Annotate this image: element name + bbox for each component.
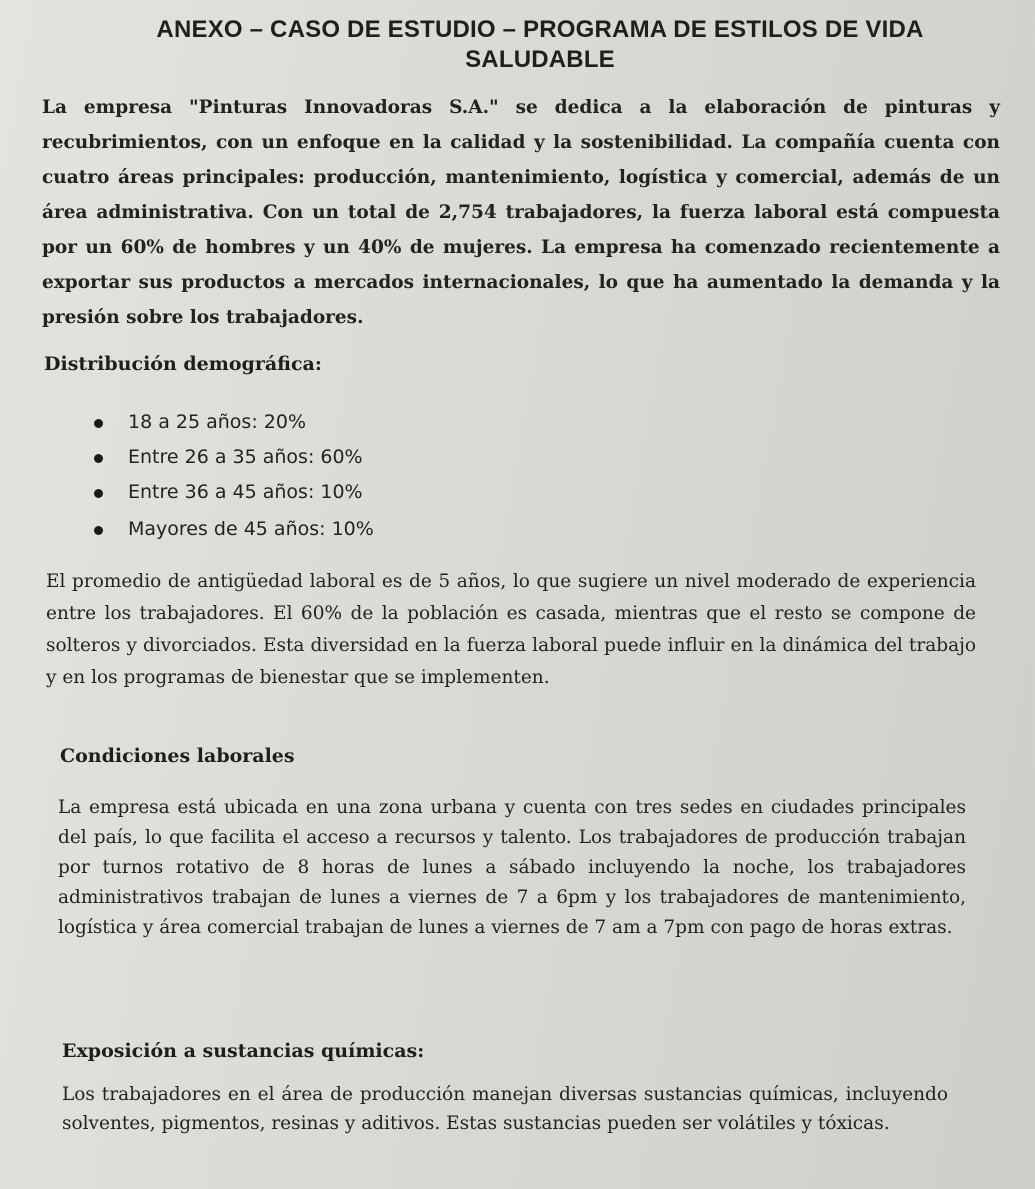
list-item-text: Entre 26 a 35 años: 60% [128,446,363,468]
list-item [90,512,374,547]
bullet-icon [94,489,103,498]
document-title-line2: SALUDABLE [465,46,615,73]
bullet-icon [94,419,103,428]
demographics-list [90,405,374,545]
list-item-text: Entre 36 a 45 años: 10% [128,481,363,503]
bullet-icon [94,526,103,535]
list-item-text: 18 a 25 años: 20% [128,411,306,433]
list-item [90,405,374,440]
list-item [90,475,374,510]
intro-paragraph: La empresa "Pinturas Innovadoras S.A." se dedica a la elaboración de pinturas y recubrimientos, con un enfoque en la calidad y la sostenibilidad. La compañía cuenta con cuatro áreas principales: producción, mantenimiento, logística y comercial, además de un área administrativa. Con un total de 2,754 trabajadores, la fuerza laboral está compuesta por un 60% de hombres y un 40% de mujeres. La empresa ha comenzado recientemente a exportar sus productos a mercados internacionales, lo que ha aumentado la demanda y la presión sobre los trabajadores. [42,97,1000,328]
chemicals-heading: Exposición a sustancias químicas: [62,1040,425,1062]
demographics-heading: Distribución demográfica: [44,353,322,375]
document-title-line1: ANEXO – CASO DE ESTUDIO – PROGRAMA DE ESTILOS DE VIDA [156,16,924,43]
conditions-heading: Condiciones laborales [60,745,295,767]
list-item-text: Mayores de 45 años: 10% [128,518,374,540]
list-item [90,440,374,475]
chemicals-paragraph: Los trabajadores en el área de producción manejan diversas sustancias químicas, incluyendo solventes, pigmentos, resinas y aditivos. Estas sustancias pueden ser volátiles y tóxicas. [62,1084,948,1134]
bullet-icon [94,454,103,463]
demographics-paragraph: El promedio de antigüedad laboral es de 5 años, lo que sugiere un nivel moderado de experiencia entre los trabajadores. El 60% de la población es casada, mientras que el resto se compone de solteros y divorciados. Esta diversidad en la fuerza laboral puede influir en la dinámica del trabajo y en los programas de bienestar que se implementen. [46,571,976,688]
conditions-paragraph: La empresa está ubicada en una zona urbana y cuenta con tres sedes en ciudades principales del país, lo que facilita el acceso a recursos y talento. Los trabajadores de producción trabajan por turnos rotativo de 8 horas de lunes a sábado incluyendo la noche, los trabajadores administrativos trabajan de lunes a viernes de 7 a 6pm y los trabajadores de mantenimiento, logística y área comercial trabajan de lunes a viernes de 7 am a 7pm con pago de horas extras. [58,797,966,938]
